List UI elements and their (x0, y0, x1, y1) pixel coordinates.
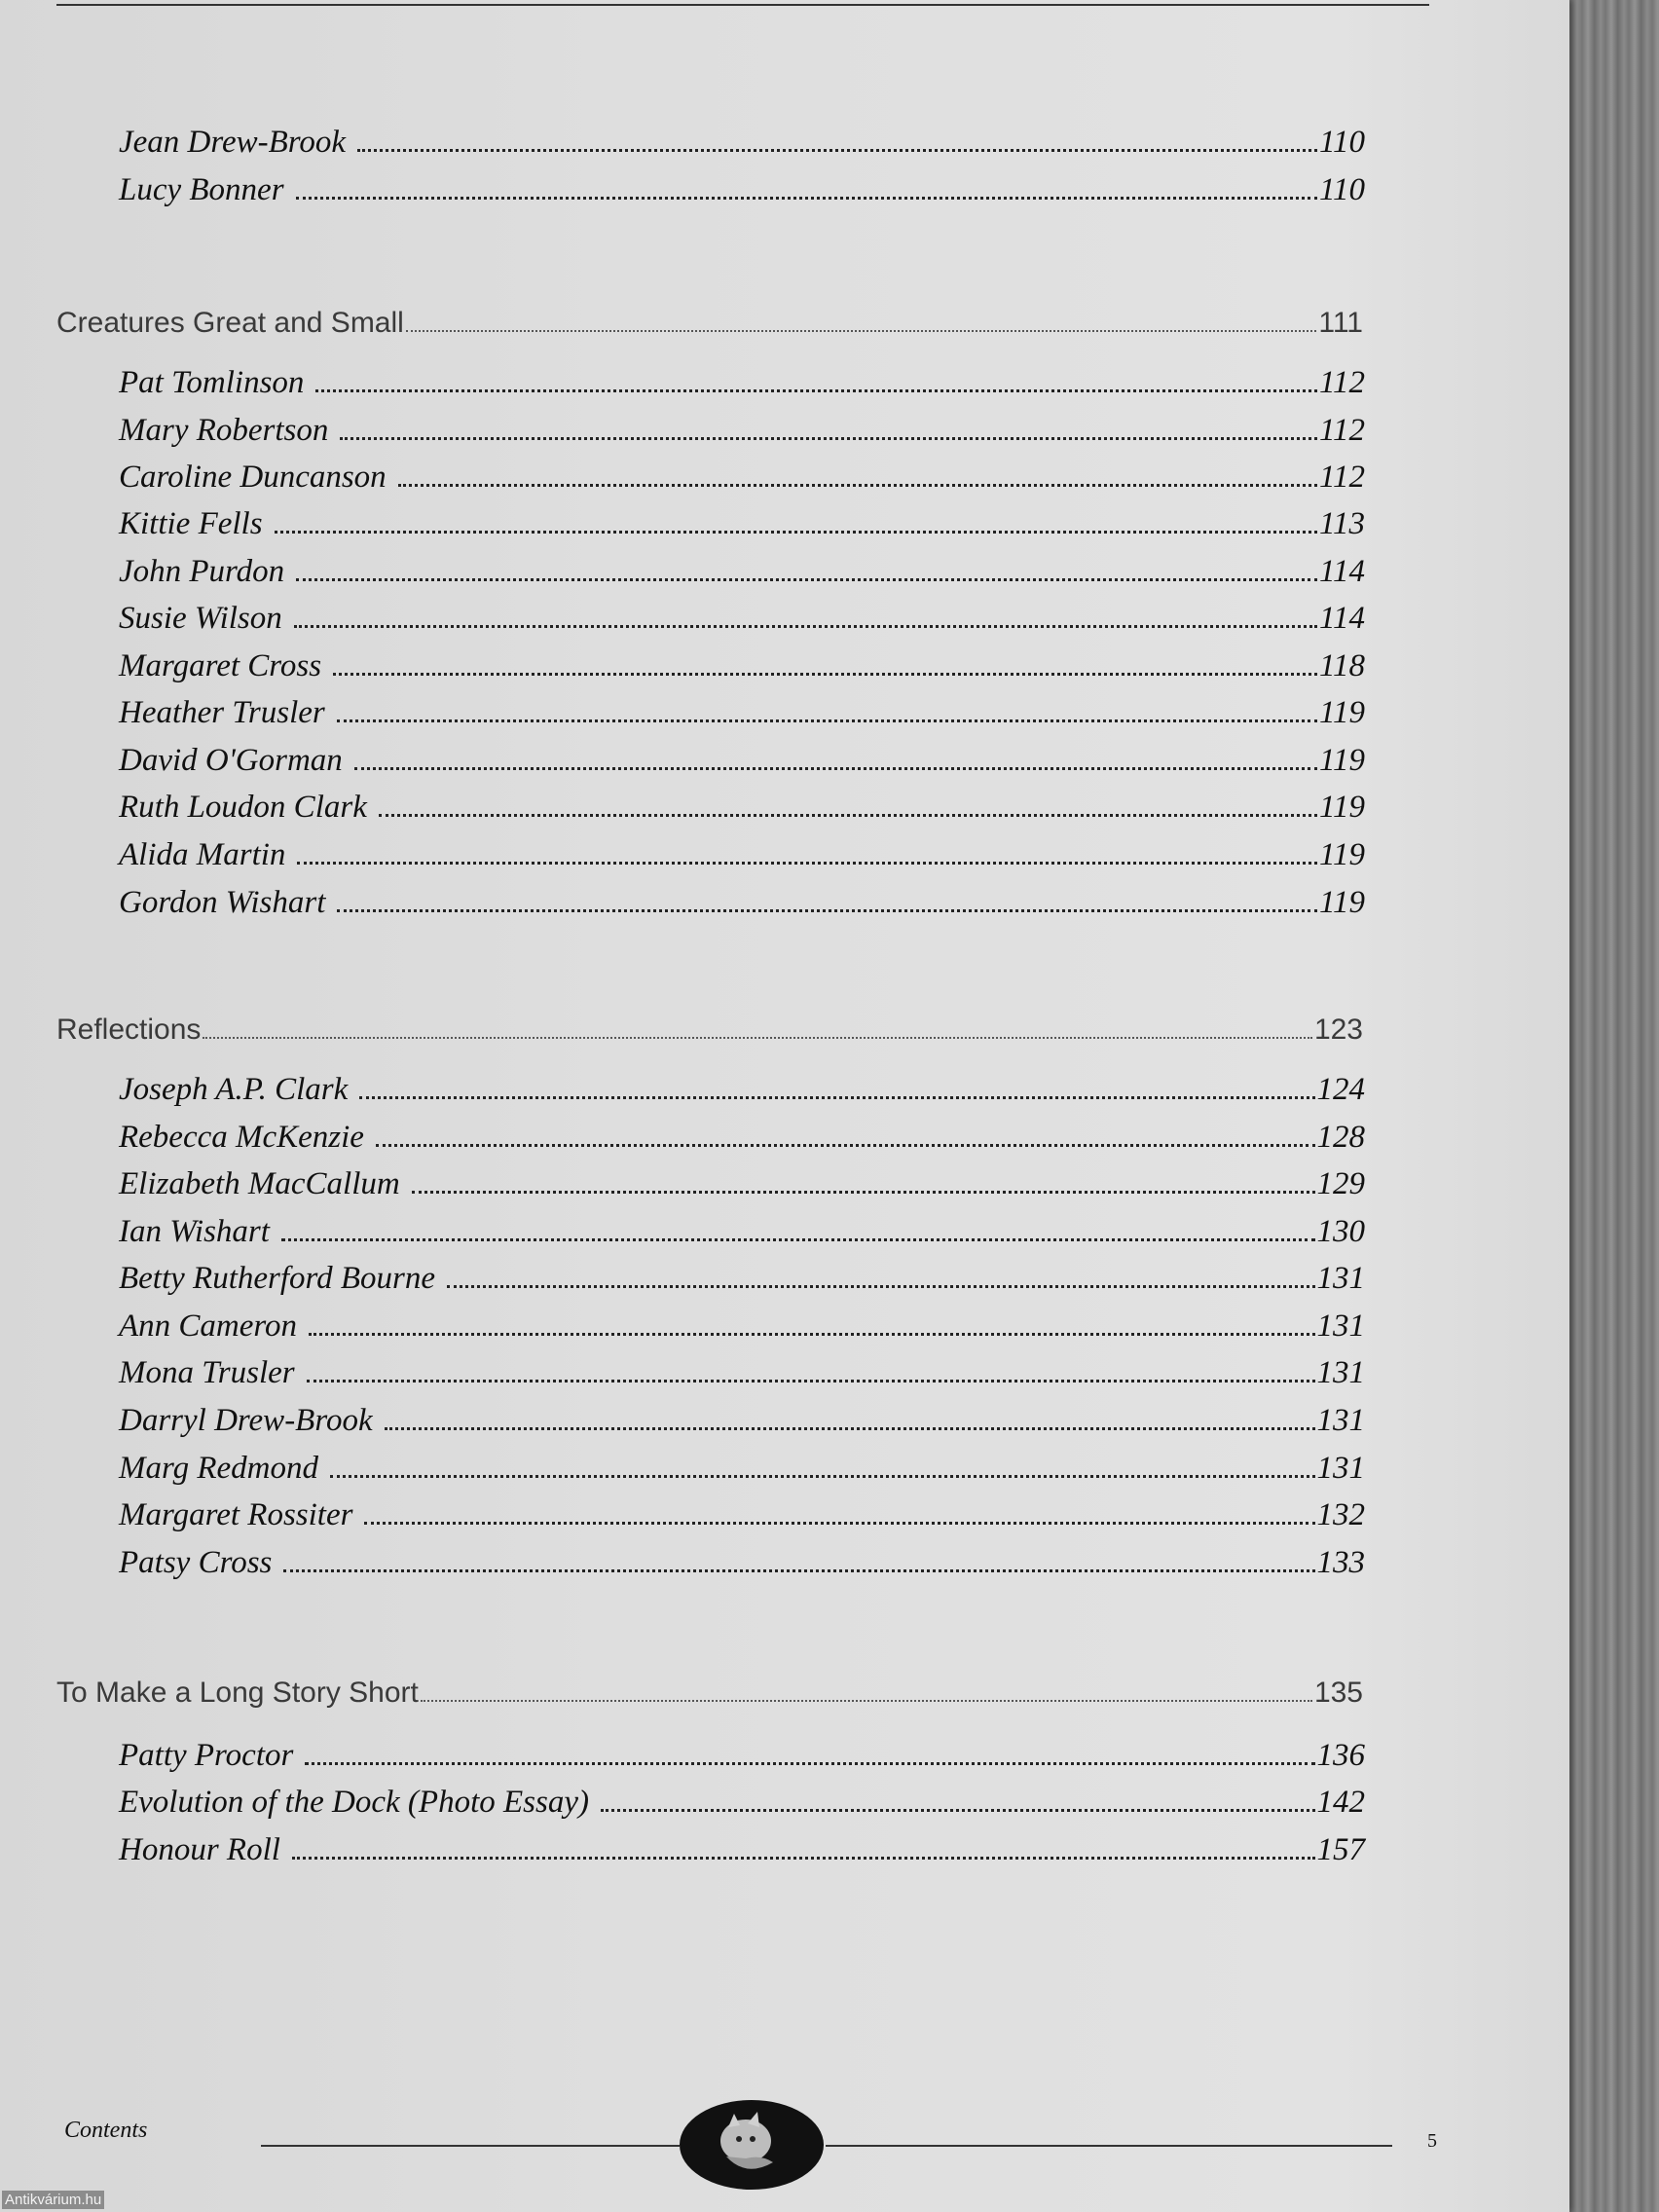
entry-page: 112 (1318, 365, 1365, 400)
watermark: Antikvárium.hu (2, 2191, 104, 2209)
toc-entry (119, 1832, 1365, 1868)
dot-leader (406, 330, 1317, 332)
entry-page: 119 (1318, 695, 1365, 730)
entry-name: Jean Drew-Brook (119, 125, 347, 160)
toc-entry (119, 554, 1365, 590)
dot-leader (359, 1096, 1314, 1099)
dot-leader (309, 1333, 1314, 1336)
toc-entry (119, 1545, 1365, 1581)
toc-entry (119, 601, 1365, 637)
dot-leader (364, 1522, 1314, 1525)
footer-page-number: 5 (1427, 2130, 1437, 2152)
dot-leader (315, 389, 1317, 392)
section-page: 123 (1313, 1014, 1363, 1046)
entry-page: 157 (1316, 1832, 1365, 1867)
entry-page: 110 (1318, 125, 1365, 160)
dot-leader (421, 1700, 1312, 1702)
dot-leader (379, 814, 1317, 817)
entry-page: 114 (1318, 554, 1365, 589)
toc-entry (119, 365, 1365, 401)
entry-name: Gordon Wishart (119, 885, 326, 920)
entry-name: Susie Wilson (119, 601, 282, 636)
toc-entry (119, 1738, 1365, 1774)
entry-page: 110 (1318, 172, 1365, 207)
entry-name: David O'Gorman (119, 743, 343, 778)
entry-name: Darryl Drew-Brook (119, 1403, 373, 1438)
section-title: Reflections (56, 1014, 202, 1046)
entry-name: Evolution of the Dock (Photo Essay) (119, 1785, 589, 1820)
dot-leader (275, 531, 1317, 534)
entry-name: Margaret Cross (119, 648, 322, 683)
entry-name: John Purdon (119, 554, 285, 589)
entry-name: Betty Rutherford Bourne (119, 1261, 436, 1296)
entry-name: Caroline Duncanson (119, 460, 387, 495)
entry-page: 119 (1318, 790, 1365, 825)
toc-entry (119, 1451, 1365, 1487)
section-title: To Make a Long Story Short (56, 1677, 419, 1709)
dot-leader (292, 1857, 1315, 1860)
toc-entry (119, 1261, 1365, 1297)
dot-leader (296, 197, 1317, 200)
dot-leader (385, 1427, 1315, 1430)
dot-leader (376, 1144, 1315, 1147)
entry-name: Ruth Loudon Clark (119, 790, 367, 825)
entry-page: 133 (1316, 1545, 1365, 1580)
section-heading (56, 1677, 1363, 1710)
toc-entry (119, 1355, 1365, 1391)
footer-rule-right (826, 2145, 1392, 2147)
entry-name: Kittie Fells (119, 506, 263, 541)
dot-leader (305, 1762, 1314, 1765)
toc-entry (119, 172, 1365, 208)
entry-page: 129 (1316, 1166, 1365, 1201)
entry-page: 119 (1318, 837, 1365, 872)
entry-page: 119 (1318, 743, 1365, 778)
dot-leader (203, 1037, 1312, 1039)
entry-page: 119 (1318, 885, 1365, 920)
toc-entry (119, 743, 1365, 779)
dot-leader (447, 1285, 1314, 1288)
entry-name: Lucy Bonner (119, 172, 284, 207)
toc-entry (119, 1309, 1365, 1345)
dot-leader (337, 719, 1317, 722)
toc-entry (119, 506, 1365, 542)
toc-entry (119, 1497, 1365, 1533)
entry-page: 131 (1316, 1355, 1365, 1390)
cat-photo-oval-icon (678, 2098, 826, 2192)
entry-page: 114 (1318, 601, 1365, 636)
entry-name: Ann Cameron (119, 1309, 298, 1344)
entry-page: 132 (1316, 1497, 1365, 1532)
toc-entry (119, 695, 1365, 731)
toc-entry (119, 1120, 1365, 1156)
dot-leader (281, 1238, 1315, 1241)
entry-page: 131 (1316, 1261, 1365, 1296)
toc-entry (119, 460, 1365, 496)
toc-entry (119, 1214, 1365, 1250)
dot-leader (412, 1191, 1315, 1194)
entry-page: 128 (1316, 1120, 1365, 1155)
section-title: Creatures Great and Small (56, 307, 404, 339)
entry-page: 130 (1316, 1214, 1365, 1249)
toc-entry (119, 1166, 1365, 1202)
entry-page: 131 (1316, 1451, 1365, 1486)
entry-name: Elizabeth MacCallum (119, 1166, 400, 1201)
dot-leader (307, 1380, 1315, 1382)
entry-page: 112 (1318, 413, 1365, 448)
entry-name: Patsy Cross (119, 1545, 273, 1580)
entry-name: Mona Trusler (119, 1355, 295, 1390)
dot-leader (340, 437, 1317, 440)
dot-leader (601, 1809, 1315, 1812)
entry-name: Marg Redmond (119, 1451, 318, 1486)
toc-entry (119, 413, 1365, 449)
entry-name: Joseph A.P. Clark (119, 1072, 349, 1107)
entry-page: 118 (1318, 648, 1365, 683)
dot-leader (357, 149, 1317, 152)
dot-leader (283, 1569, 1314, 1572)
entry-page: 112 (1318, 460, 1365, 495)
dot-leader (337, 909, 1317, 912)
entry-page: 113 (1318, 506, 1365, 541)
section-page: 135 (1313, 1677, 1363, 1709)
dot-leader (398, 484, 1317, 487)
entry-name: Alida Martin (119, 837, 286, 872)
entry-name: Ian Wishart (119, 1214, 270, 1249)
toc-entry (119, 1785, 1365, 1821)
entry-page: 124 (1316, 1072, 1365, 1107)
toc-entry (119, 1403, 1365, 1439)
section-page: 111 (1318, 307, 1363, 339)
entry-name: Rebecca McKenzie (119, 1120, 364, 1155)
section-heading (56, 307, 1363, 340)
dot-leader (333, 673, 1317, 676)
entry-name: Honour Roll (119, 1832, 280, 1867)
footer-rule-left (261, 2145, 680, 2147)
entry-name: Heather Trusler (119, 695, 325, 730)
dot-leader (354, 767, 1317, 770)
dot-leader (294, 625, 1317, 628)
entry-page: 131 (1316, 1403, 1365, 1438)
entry-name: Pat Tomlinson (119, 365, 305, 400)
entry-name: Margaret Rossiter (119, 1497, 353, 1532)
entry-page: 131 (1316, 1309, 1365, 1344)
toc-entry (119, 125, 1365, 161)
entry-page: 136 (1316, 1738, 1365, 1773)
section-heading (56, 1014, 1363, 1047)
toc-entry (119, 648, 1365, 684)
dot-leader (330, 1475, 1315, 1478)
entry-page: 142 (1316, 1785, 1365, 1820)
entry-name: Mary Robertson (119, 413, 329, 448)
entry-name: Patty Proctor (119, 1738, 294, 1773)
dot-leader (297, 862, 1317, 865)
toc-entry (119, 790, 1365, 826)
footer-label: Contents (64, 2118, 148, 2143)
toc-entry (119, 837, 1365, 873)
toc-entry (119, 1072, 1365, 1108)
toc-entry (119, 885, 1365, 921)
dot-leader (296, 578, 1317, 581)
